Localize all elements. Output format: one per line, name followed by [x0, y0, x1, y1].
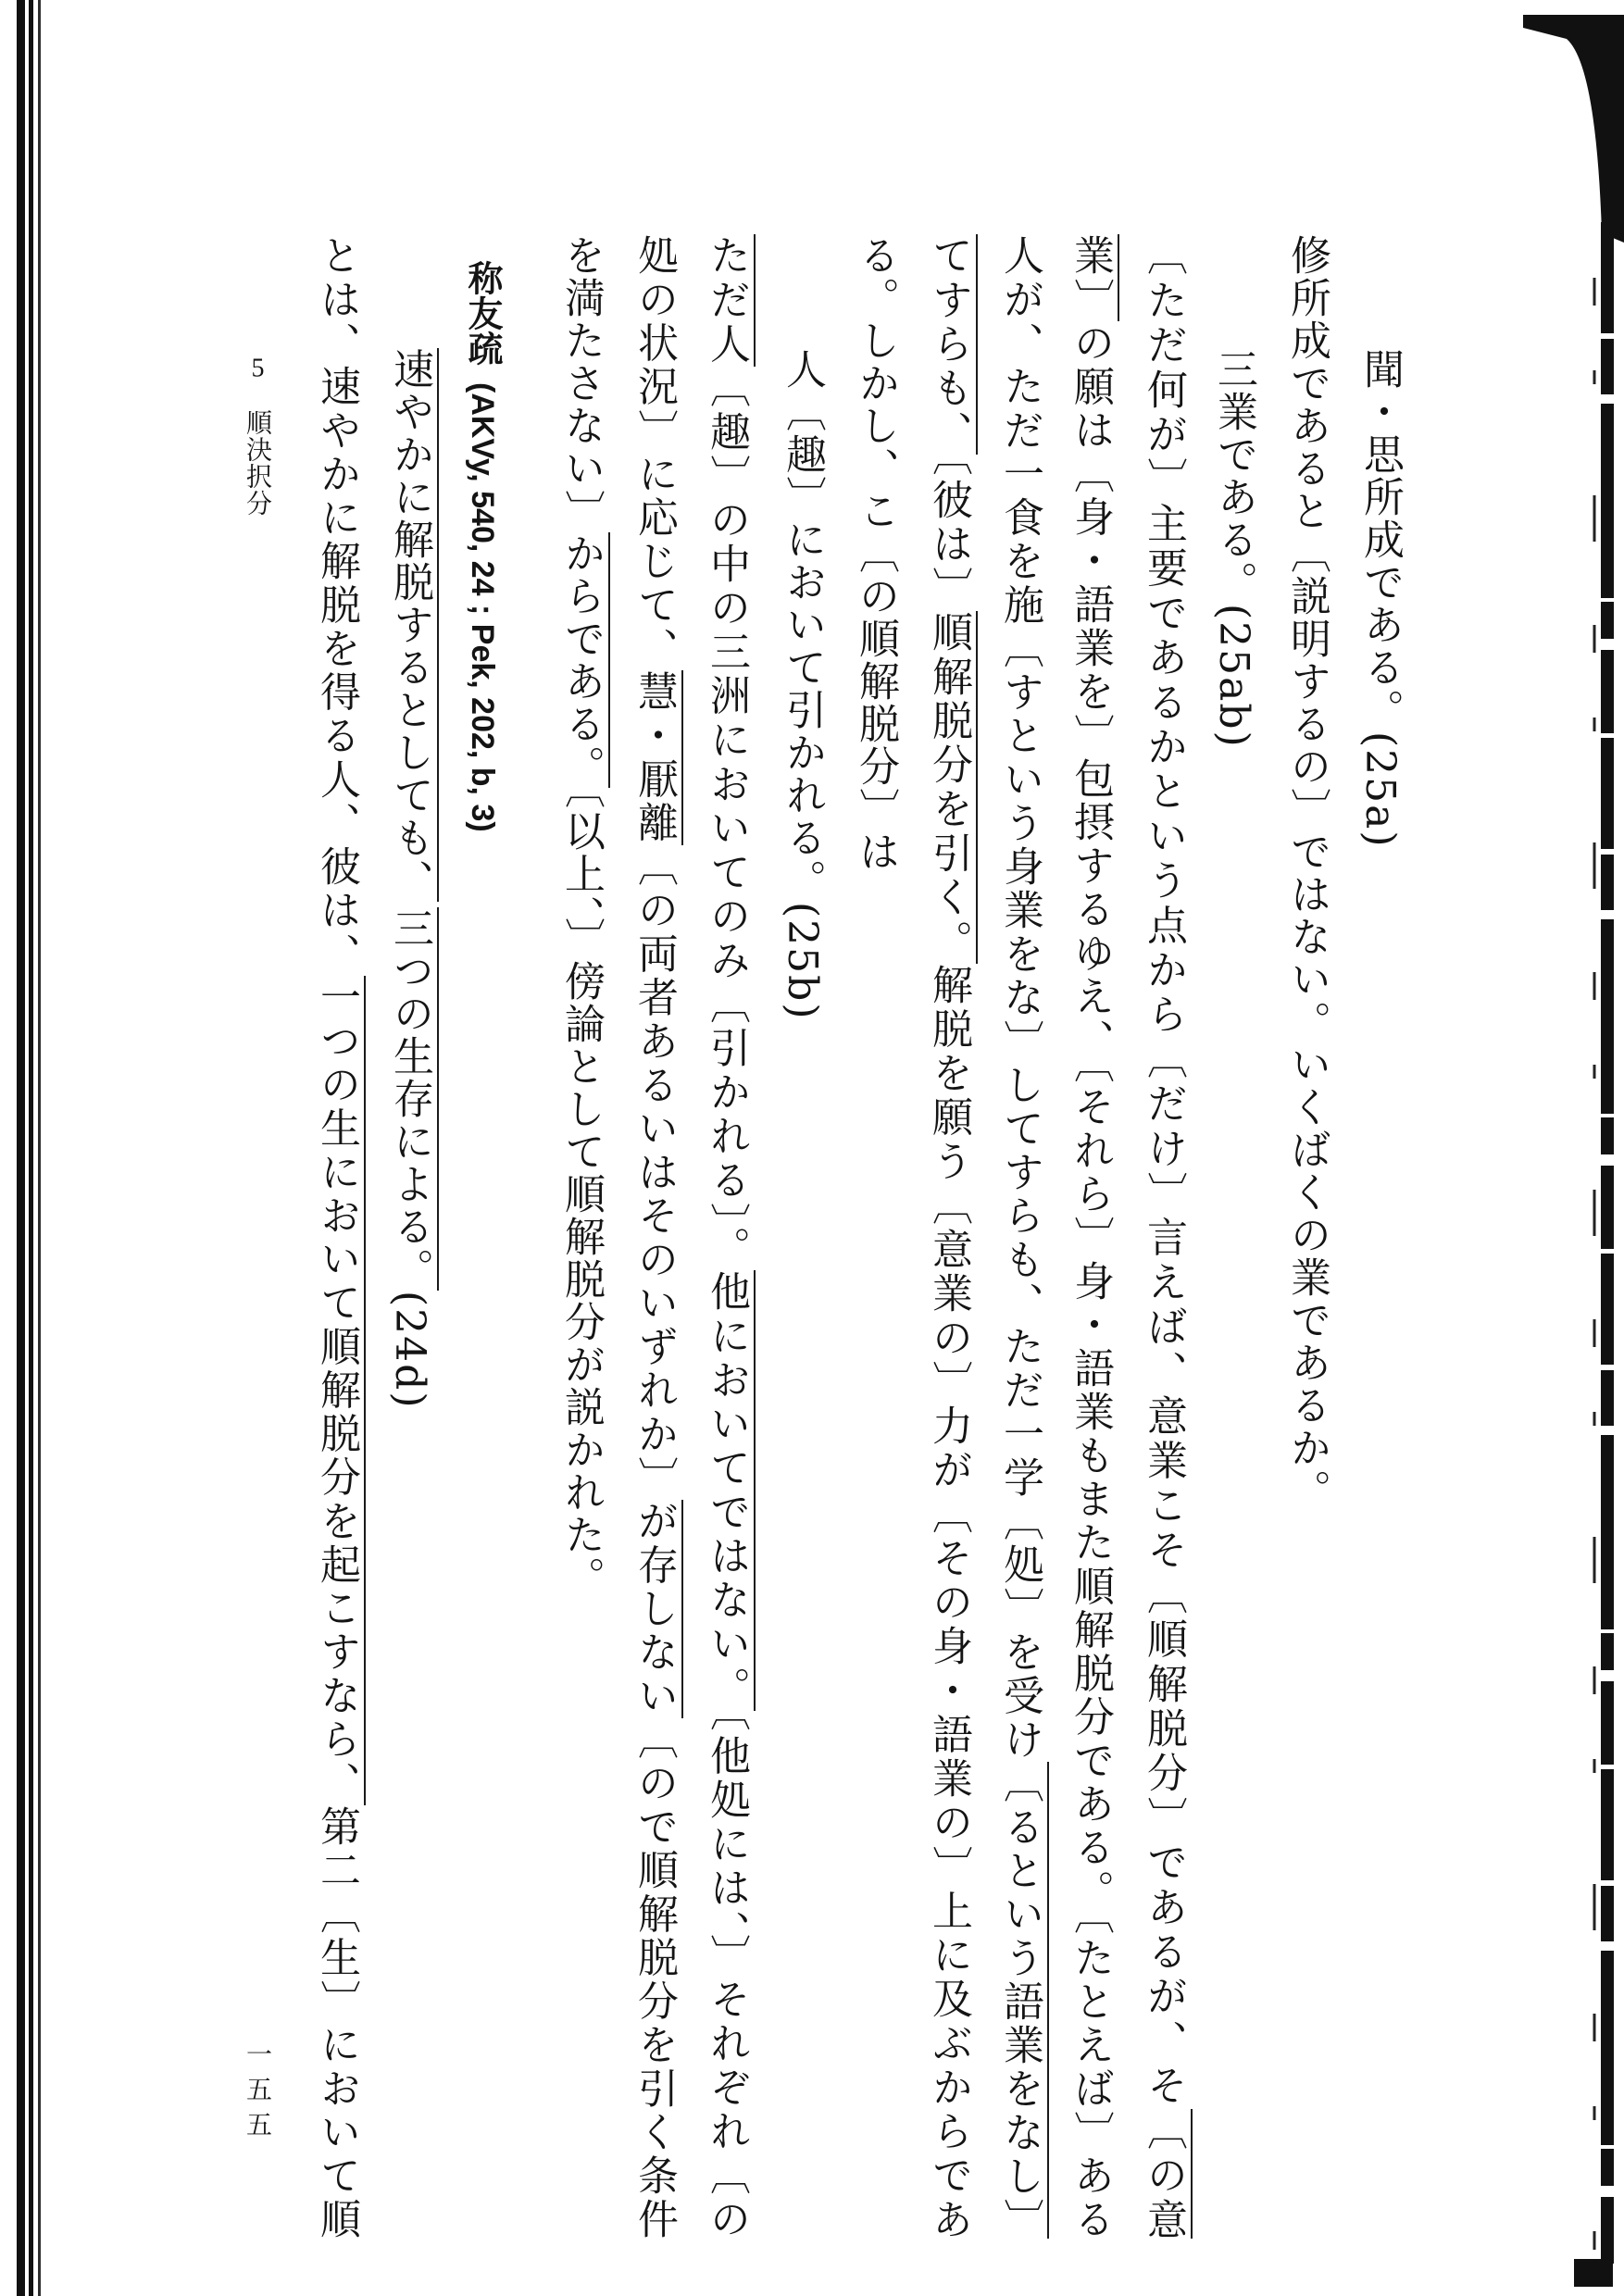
- text-segment: を満たさない〕: [557, 234, 605, 532]
- text-line: [1062, 234, 1118, 2239]
- text-line: [626, 234, 681, 2239]
- scan-blot-bottom-right: [1574, 2259, 1613, 2287]
- text-segment: の願は〔身・語業を〕包摂するゆえ、〔それら〕身・語業もまた順解脱分である。〔たとえば〕ある: [1067, 321, 1114, 2240]
- text-segment: 〔の両者あるいはそのいずれか〕: [631, 844, 678, 1500]
- text-segment: 〔趣〕の中の三洲においてのみ〔引かれる〕。: [703, 366, 750, 1271]
- running-header: [234, 356, 281, 517]
- text-segment: とは、速やかに解脱を得る人、彼は、: [313, 234, 360, 977]
- text-segment: 解脱を願う〔意業の〕力が〔その身・語業の〕上に及ぶからであ: [925, 963, 972, 2240]
- text-line: [847, 234, 903, 873]
- text-segment: 〔ので順解脱分を引く条件: [631, 1717, 678, 2240]
- sidelined-phrase: 他においてではない。: [703, 1270, 756, 1710]
- text-line: [920, 234, 976, 2239]
- text-segment: 三業である。(25ab): [1210, 348, 1257, 749]
- text-segment: 〔彼は〕: [925, 455, 972, 611]
- chapter-title: 順決択分: [243, 409, 273, 517]
- text-line: [1279, 234, 1334, 1512]
- text-line: [553, 234, 608, 1599]
- page-curl-top-right: [1523, 15, 1624, 243]
- commentary-source-reference: (AKVy, 540, 24 ; Pek, 202, b, 3): [465, 382, 500, 832]
- sidelined-phrase: 〔るという語業をなし〕: [996, 1762, 1049, 2239]
- text-segment: 修所成であると〔説明するの〕ではない。いくばくの業であるか。: [1283, 234, 1330, 1512]
- sidelined-phrase: 速やかに解脱するとしても、: [386, 348, 439, 902]
- text-segment: 〔ただ何が〕主要であるかという点から〔だけ〕言えば、意業こそ〔順解脱分〕であるが、そ: [1140, 234, 1187, 2109]
- text-line: [1135, 234, 1191, 2239]
- text-segment: 処の状況〕に応じて、: [631, 234, 678, 671]
- sidelined-phrase: 一つの生において順解脱分を起こすなら、: [313, 976, 366, 1805]
- sidelined-phrase: 慧・厭離: [631, 670, 683, 845]
- text-segment: 〔以上、〕傍論として順解脱分が説かれた。: [557, 788, 605, 1599]
- sidelined-phrase: てすらも、: [925, 234, 978, 455]
- sidelined-phrase: 業〕: [1067, 234, 1119, 321]
- text-segment: 第二〔生〕において順: [313, 1804, 360, 2240]
- text-segment: 聞・思所成である。(25a): [1356, 348, 1404, 849]
- scan-border-left-thin: [38, 0, 41, 2296]
- commentary-heading: [455, 260, 510, 832]
- text-line-verse-25b: [774, 348, 830, 1021]
- commentary-label: 称友疏: [462, 260, 504, 366]
- chapter-number: 5: [251, 356, 265, 381]
- text-segment: (24d): [386, 1291, 433, 1410]
- sidelined-phrase: ただ人: [703, 234, 756, 367]
- text-segment: 人〔趣〕において引かれる。(25b): [779, 348, 826, 1021]
- sidelined-phrase: からである。: [557, 532, 610, 788]
- text-line: [698, 234, 754, 2239]
- text-line-verse-25ab: [1206, 348, 1261, 749]
- text-line: [308, 234, 364, 2239]
- text-segment: る。しかし、こ〔の順解脱分〕は: [852, 234, 899, 873]
- scan-border-left-mid: [29, 0, 33, 2296]
- sidelined-phrase: 三つの生存による。: [386, 907, 439, 1291]
- text-line: [992, 234, 1047, 2239]
- sidelined-phrase: が存しない: [631, 1500, 683, 1718]
- sidelined-phrase: 順解脱分を引く。: [925, 611, 978, 964]
- scan-border-left-thick: [17, 0, 25, 2296]
- page-number: 一五五: [243, 2040, 273, 2146]
- text-segment: 〔他処には、〕それぞれ〔の: [703, 1710, 750, 2240]
- sidelined-phrase: 〔の意: [1140, 2109, 1193, 2239]
- text-line-verse-24d: [381, 348, 437, 1410]
- text-line-verse-25a: [1352, 348, 1407, 849]
- text-segment: 人が、ただ一食を施〔すという身業をな〕してすらも、ただ一学〔処〕を受け: [996, 234, 1043, 1762]
